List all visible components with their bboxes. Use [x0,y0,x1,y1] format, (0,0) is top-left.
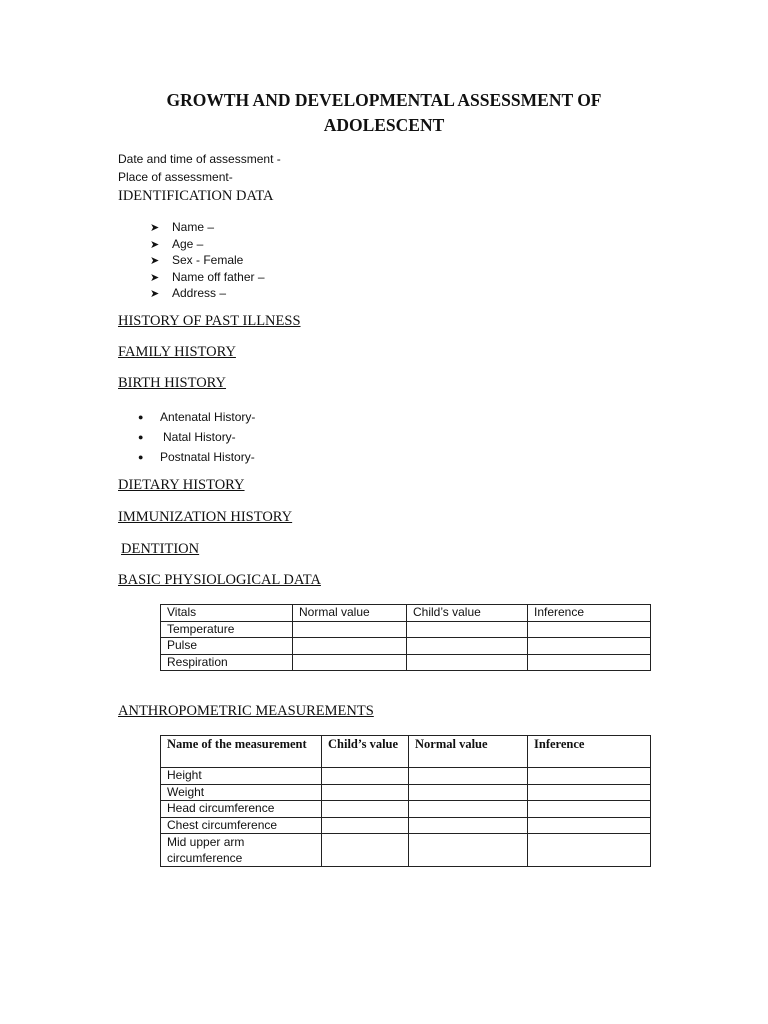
table-row [161,638,651,655]
identification-heading: IDENTIFICATION DATA [118,188,274,204]
empty-cell [322,834,409,867]
empty-cell [322,817,409,834]
row-label: Respiration [161,654,293,671]
empty-cell [528,654,651,671]
empty-cell [407,654,528,671]
row-label: Head circumference [161,801,322,818]
empty-cell [528,834,651,867]
arrow-bullet-icon: ➤ [150,288,160,300]
list-item: ➤ Sex - Female [150,252,265,269]
column-header: Normal value [293,605,407,622]
bullet-dot-icon: ● [138,412,144,422]
place-label: Place of assessment- [118,170,233,184]
bullet-dot-icon: ● [138,452,144,462]
title-line-1: GROWTH AND DEVELOPMENTAL ASSESSMENT OF [166,90,602,110]
empty-cell [407,621,528,638]
list-item: ● Antenatal History- [138,407,255,427]
immunization-history-heading: IMMUNIZATION HISTORY [118,509,293,525]
identification-list [150,219,265,302]
vitals-table [160,604,651,671]
list-item: ➤ Address – [150,285,265,302]
column-header: Vitals [161,605,293,622]
empty-cell [409,784,528,801]
column-header: Normal value [409,736,528,768]
empty-cell [528,768,651,785]
table-header-row [161,736,651,768]
date-time-label: Date and time of assessment - [118,152,281,166]
empty-cell [293,654,407,671]
list-item: ➤ Age – [150,236,265,253]
list-item: ➤ Name – [150,219,265,236]
table-row [161,621,651,638]
table-row [161,801,651,818]
empty-cell [409,768,528,785]
empty-cell [322,768,409,785]
empty-cell [293,621,407,638]
empty-cell [409,817,528,834]
empty-cell [528,621,651,638]
empty-cell [409,801,528,818]
physiological-data-heading: BASIC PHYSIOLOGICAL DATA [118,572,321,588]
column-header: Name of the measurement [161,736,322,768]
title-line-2: ADOLESCENT [323,115,445,135]
list-item: ● Postnatal History- [138,447,255,467]
row-label: Height [161,768,322,785]
empty-cell [409,834,528,867]
row-label: Mid upper arm circumference [161,834,322,867]
column-header: Inference [528,605,651,622]
row-label: Weight [161,784,322,801]
table-header-row [161,605,651,622]
table-row [161,768,651,785]
table-row [161,817,651,834]
column-header: Child’s value [407,605,528,622]
empty-cell [322,784,409,801]
document-title [0,88,768,138]
birth-history-heading: BIRTH HISTORY [118,375,227,391]
family-history-heading: FAMILY HISTORY [118,344,236,360]
arrow-bullet-icon: ➤ [150,271,160,284]
empty-cell [528,801,651,818]
arrow-bullet-icon: ➤ [150,238,160,251]
column-header: Child’s value [322,736,409,768]
empty-cell [528,638,651,655]
past-illness-heading: HISTORY OF PAST ILLNESS [118,313,301,329]
empty-cell [322,801,409,818]
column-header: Inference [528,736,651,768]
dentition-heading: DENTITION [121,541,200,557]
bullet-dot-icon: ● [138,432,144,442]
arrow-bullet-icon: ➤ [150,255,160,267]
empty-cell [407,638,528,655]
row-label: Pulse [161,638,293,655]
dietary-history-heading: DIETARY HISTORY [118,477,245,493]
row-label: Chest circumference [161,817,322,834]
table-row [161,784,651,801]
birth-history-list [138,407,255,467]
table-row [161,654,651,671]
list-item: ➤ Name off father – [150,269,265,286]
table-row [161,834,651,867]
empty-cell [528,817,651,834]
empty-cell [293,638,407,655]
anthropometric-heading: ANTHROPOMETRIC MEASUREMENTS [118,703,374,719]
empty-cell [528,784,651,801]
list-item: ● Natal History- [138,427,255,447]
row-label: Temperature [161,621,293,638]
arrow-bullet-icon: ➤ [150,222,160,234]
anthropometric-table [160,735,651,867]
